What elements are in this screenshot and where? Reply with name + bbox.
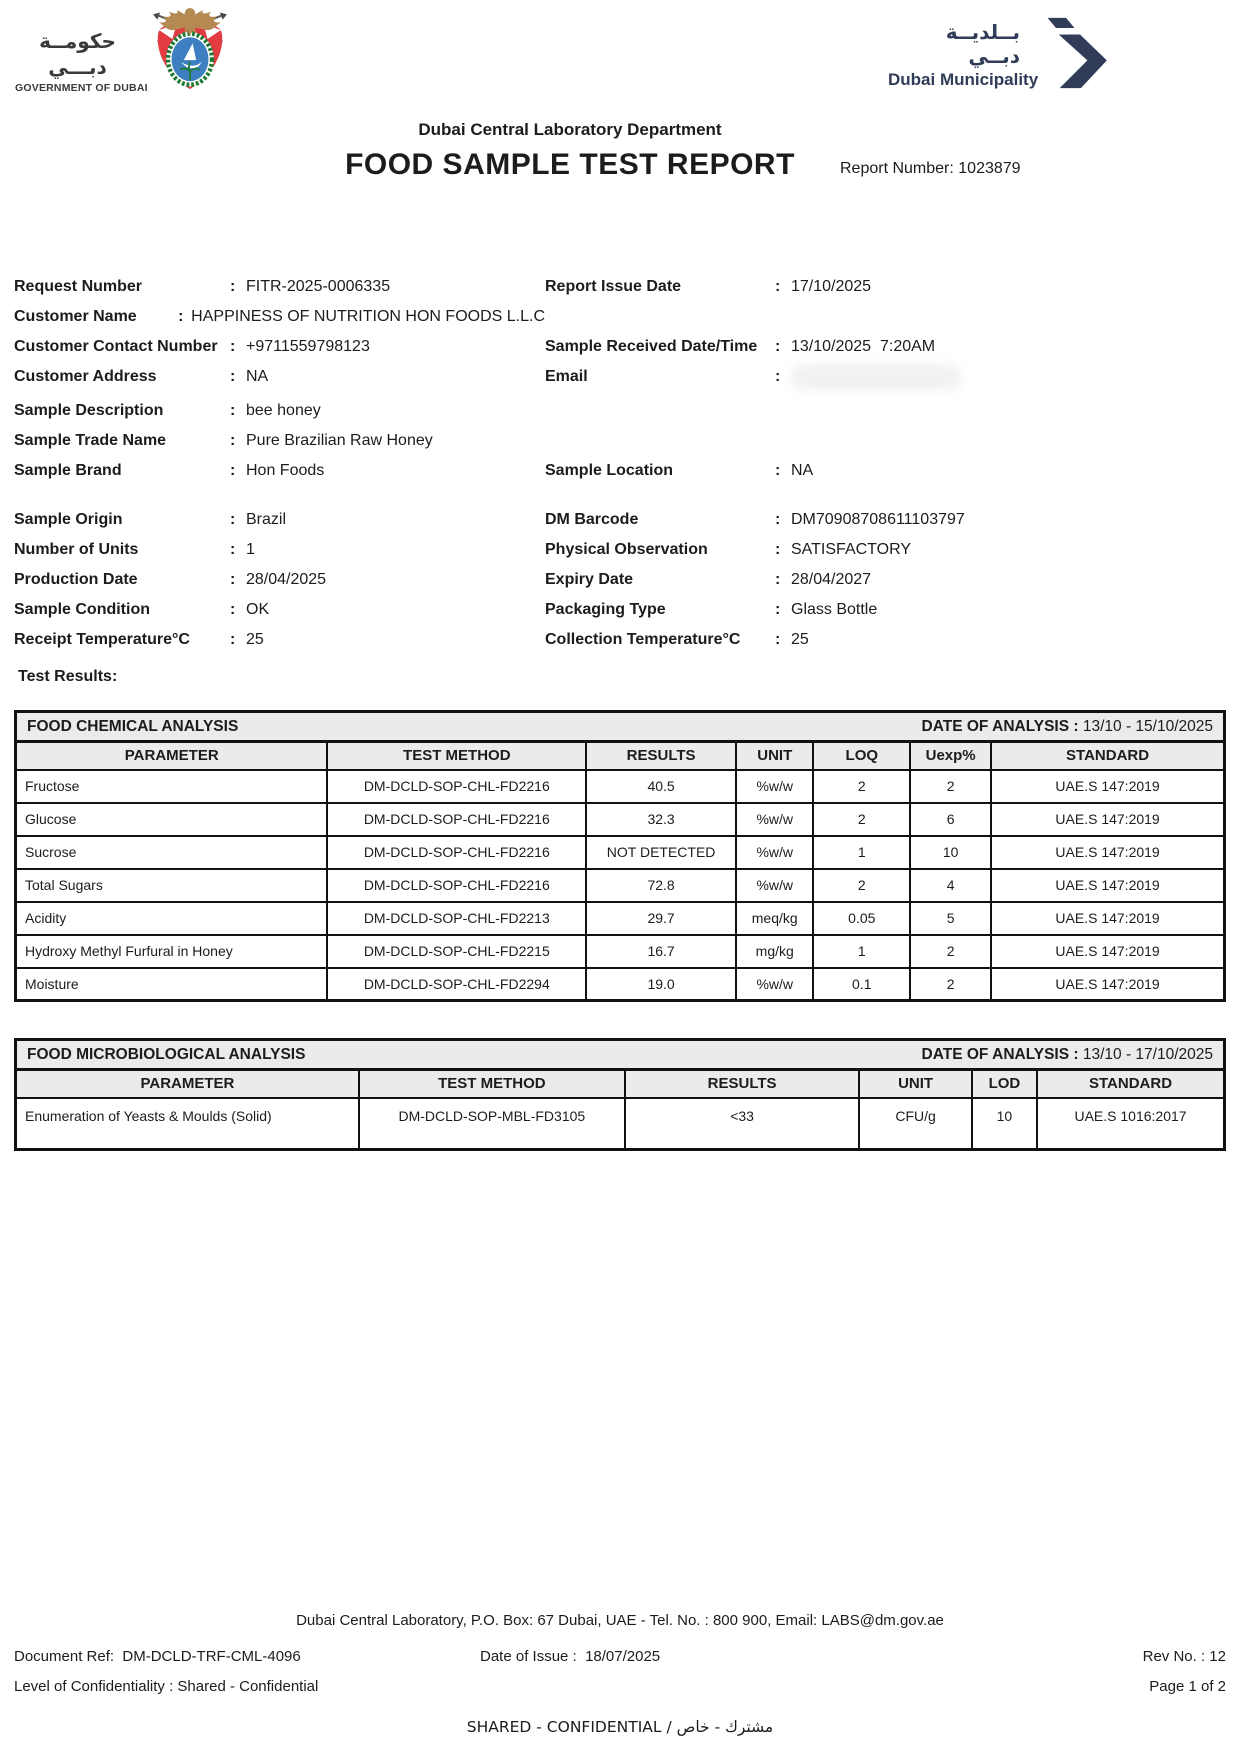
table-cell: <33 bbox=[625, 1098, 860, 1150]
table-row bbox=[16, 869, 1225, 902]
info-field bbox=[545, 462, 1226, 480]
field-colon: : bbox=[230, 368, 236, 385]
field-label: Expiry Date bbox=[545, 571, 634, 588]
table-cell: 6 bbox=[910, 803, 991, 836]
table-cell: DM-DCLD-SOP-CHL-FD2216 bbox=[327, 836, 586, 869]
table-cell: Sucrose bbox=[16, 836, 328, 869]
table-cell: 2 bbox=[813, 869, 910, 902]
table-cell: 0.05 bbox=[813, 902, 910, 935]
table-cell: UAE.S 147:2019 bbox=[991, 902, 1224, 935]
info-field bbox=[14, 541, 545, 559]
table-cell: Enumeration of Yeasts & Moulds (Solid) bbox=[16, 1098, 359, 1150]
info-section bbox=[14, 272, 1226, 655]
table-cell: mg/kg bbox=[736, 935, 813, 968]
field-colon: : bbox=[230, 402, 236, 419]
table-cell: UAE.S 147:2019 bbox=[991, 935, 1224, 968]
info-row bbox=[14, 272, 1226, 302]
table-cell: UAE.S 147:2019 bbox=[991, 836, 1224, 869]
info-field bbox=[14, 462, 545, 480]
table-cell: Total Sugars bbox=[16, 869, 328, 902]
table-cell: meq/kg bbox=[736, 902, 813, 935]
dubai-municipality-logo bbox=[888, 20, 1126, 90]
microbiological-section-header bbox=[14, 1038, 1226, 1068]
shared-confidential-line: SHARED - CONFIDENTIAL / مشترك - خاص bbox=[466, 1718, 774, 1736]
table-cell: 10 bbox=[972, 1098, 1037, 1150]
table-cell: Acidity bbox=[16, 902, 328, 935]
chemical-section-header bbox=[14, 710, 1226, 740]
table-head bbox=[16, 1070, 1225, 1098]
table-cell: 72.8 bbox=[586, 869, 736, 902]
info-row bbox=[14, 426, 1226, 456]
field-label: Customer Address bbox=[14, 368, 157, 385]
date-of-analysis-label: DATE OF ANALYSIS : bbox=[921, 1045, 1079, 1063]
field-label: Sample Origin bbox=[14, 511, 123, 528]
field-colon: : bbox=[775, 368, 781, 385]
info-field bbox=[545, 571, 1226, 589]
field-label: Receipt Temperature°C bbox=[14, 631, 190, 648]
info-field bbox=[14, 511, 545, 529]
table-body bbox=[16, 1098, 1225, 1150]
column-header: LOQ bbox=[813, 742, 910, 770]
field-label: Email bbox=[545, 368, 588, 385]
field-colon: : bbox=[230, 541, 236, 558]
column-header: UNIT bbox=[736, 742, 813, 770]
info-row bbox=[14, 595, 1226, 625]
field-value: 25 bbox=[246, 631, 264, 648]
government-of-dubai-logo bbox=[15, 28, 148, 94]
table-cell: 0.1 bbox=[813, 968, 910, 1001]
field-colon: : bbox=[775, 278, 781, 295]
table-row bbox=[16, 968, 1225, 1001]
field-value: FITR-2025-0006335 bbox=[246, 278, 391, 295]
table-cell: %w/w bbox=[736, 803, 813, 836]
table-cell: 1 bbox=[813, 935, 910, 968]
table-cell: DM-DCLD-SOP-CHL-FD2294 bbox=[327, 968, 586, 1001]
info-field bbox=[14, 368, 545, 386]
government-logo-english-text: GOVERNMENT OF DUBAI bbox=[15, 82, 148, 94]
field-value: NA bbox=[246, 368, 269, 385]
table-row bbox=[16, 902, 1225, 935]
field-value: 1 bbox=[246, 541, 255, 558]
table-cell: 2 bbox=[910, 935, 991, 968]
table-cell: 2 bbox=[910, 968, 991, 1001]
info-row bbox=[14, 302, 1226, 332]
table-cell: 5 bbox=[910, 902, 991, 935]
field-label: Sample Condition bbox=[14, 601, 150, 618]
chemical-date-of-analysis bbox=[922, 718, 1213, 736]
field-value: 28/04/2025 bbox=[246, 571, 327, 588]
field-label: Sample Description bbox=[14, 402, 164, 419]
email-redacted-value bbox=[791, 364, 961, 390]
info-row bbox=[14, 396, 1226, 426]
field-colon: : bbox=[775, 541, 781, 558]
microbiological-date-of-analysis bbox=[922, 1046, 1213, 1064]
table-cell: DM-DCLD-SOP-MBL-FD3105 bbox=[359, 1098, 625, 1150]
info-field bbox=[545, 278, 1226, 296]
field-value: bee honey bbox=[246, 402, 321, 419]
field-value: 13/10/2025 7:20AM bbox=[791, 338, 936, 355]
info-field bbox=[14, 631, 545, 649]
field-value: DM70908708611103797 bbox=[791, 511, 965, 528]
field-value: Hon Foods bbox=[246, 462, 325, 479]
government-logo-arabic-text: حكومــة دبـــي bbox=[39, 29, 116, 79]
confidentiality-level: Level of Confidentiality : Shared - Confidential bbox=[14, 1678, 319, 1695]
municipality-logo-text bbox=[888, 20, 1039, 90]
field-value: HAPPINESS OF NUTRITION HON FOODS L.L.C bbox=[191, 308, 545, 325]
table-row bbox=[16, 836, 1225, 869]
info-field bbox=[545, 511, 1226, 529]
table-cell: CFU/g bbox=[859, 1098, 971, 1150]
field-colon: : bbox=[230, 631, 236, 648]
date-of-analysis-value: 13/10 - 17/10/2025 bbox=[1082, 1045, 1213, 1063]
column-header: PARAMETER bbox=[16, 1070, 359, 1098]
chemical-analysis-table bbox=[14, 740, 1226, 1002]
column-header: UNIT bbox=[859, 1070, 971, 1098]
report-number: Report Number: 1023879 bbox=[840, 160, 1021, 177]
table-cell: 10 bbox=[910, 836, 991, 869]
dubai-coat-of-arms-icon bbox=[146, 6, 234, 108]
table-row bbox=[16, 803, 1225, 836]
table-cell: 2 bbox=[813, 803, 910, 836]
table-cell: UAE.S 147:2019 bbox=[991, 869, 1224, 902]
info-field bbox=[14, 432, 545, 450]
table-head bbox=[16, 742, 1225, 770]
field-value: Brazil bbox=[246, 511, 287, 528]
field-colon: : bbox=[230, 601, 236, 618]
field-value: +9711559798123 bbox=[246, 338, 370, 355]
info-field bbox=[14, 338, 545, 356]
info-field bbox=[14, 308, 545, 326]
document-ref bbox=[14, 1648, 301, 1665]
field-label: DM Barcode bbox=[545, 511, 639, 528]
table-cell: 40.5 bbox=[586, 770, 736, 803]
field-value: Glass Bottle bbox=[791, 601, 878, 618]
municipality-logo-arabic-text: بــلديــة دبــي bbox=[945, 20, 1020, 68]
info-field bbox=[14, 571, 545, 589]
table-cell: NOT DETECTED bbox=[586, 836, 736, 869]
info-field bbox=[545, 601, 1226, 619]
table-cell: DM-DCLD-SOP-CHL-FD2216 bbox=[327, 770, 586, 803]
field-label: Sample Brand bbox=[14, 462, 122, 479]
date-of-issue-label: Date of Issue : bbox=[480, 1648, 577, 1665]
info-row bbox=[14, 625, 1226, 655]
table-cell: Glucose bbox=[16, 803, 328, 836]
field-label: Physical Observation bbox=[545, 541, 708, 558]
field-colon: : bbox=[230, 432, 236, 449]
field-value: SATISFACTORY bbox=[791, 541, 912, 558]
field-label: Number of Units bbox=[14, 541, 139, 558]
column-header: STANDARD bbox=[991, 742, 1224, 770]
info-field bbox=[545, 338, 1226, 356]
table-cell: 19.0 bbox=[586, 968, 736, 1001]
field-colon: : bbox=[775, 571, 781, 588]
field-label: Report Issue Date bbox=[545, 278, 682, 295]
field-value: 17/10/2025 bbox=[791, 278, 872, 295]
field-label: Sample Trade Name bbox=[14, 432, 167, 449]
microbiological-analysis-table bbox=[14, 1068, 1226, 1151]
field-value: 28/04/2027 bbox=[791, 571, 872, 588]
field-colon: : bbox=[230, 571, 236, 588]
column-header: TEST METHOD bbox=[327, 742, 586, 770]
table-cell: 4 bbox=[910, 869, 991, 902]
field-label: Customer Name bbox=[14, 308, 137, 325]
field-label: Sample Received Date/Time bbox=[545, 338, 758, 355]
table-cell: %w/w bbox=[736, 968, 813, 1001]
table-cell: 32.3 bbox=[586, 803, 736, 836]
document-ref-label: Document Ref: bbox=[14, 1648, 115, 1665]
table-cell: UAE.S 147:2019 bbox=[991, 770, 1224, 803]
field-value: NA bbox=[791, 462, 814, 479]
table-cell: 16.7 bbox=[586, 935, 736, 968]
field-label: Customer Contact Number bbox=[14, 338, 218, 355]
table-cell: %w/w bbox=[736, 869, 813, 902]
table-cell: DM-DCLD-SOP-CHL-FD2216 bbox=[327, 803, 586, 836]
table-cell: UAE.S 147:2019 bbox=[991, 968, 1224, 1001]
table-cell: Fructose bbox=[16, 770, 328, 803]
table-cell: 2 bbox=[813, 770, 910, 803]
field-label: Packaging Type bbox=[545, 601, 666, 618]
field-colon: : bbox=[775, 601, 781, 618]
info-field bbox=[14, 278, 545, 296]
footer-reference-row bbox=[14, 1648, 1226, 1665]
microbiological-section-title: FOOD MICROBIOLOGICAL ANALYSIS bbox=[27, 1045, 306, 1063]
table-cell: %w/w bbox=[736, 770, 813, 803]
field-colon: : bbox=[230, 511, 236, 528]
info-row bbox=[14, 362, 1226, 392]
table-cell: UAE.S 1016:2017 bbox=[1037, 1098, 1224, 1150]
date-of-analysis-label: DATE OF ANALYSIS : bbox=[921, 717, 1079, 735]
table-cell: 29.7 bbox=[586, 902, 736, 935]
table-row bbox=[16, 770, 1225, 803]
field-colon: : bbox=[178, 308, 184, 325]
field-colon: : bbox=[775, 631, 781, 648]
field-label: Collection Temperature°C bbox=[545, 631, 741, 648]
table-row bbox=[16, 1098, 1225, 1150]
table-cell: %w/w bbox=[736, 836, 813, 869]
page-indicator: Page 1 of 2 bbox=[1149, 1678, 1226, 1695]
municipality-arrow-icon bbox=[1034, 16, 1126, 90]
info-field bbox=[14, 402, 545, 420]
info-field bbox=[545, 364, 1226, 390]
info-field bbox=[14, 601, 545, 619]
column-header: LOD bbox=[972, 1070, 1037, 1098]
field-colon: : bbox=[775, 462, 781, 479]
field-value: 25 bbox=[791, 631, 809, 648]
table-cell: DM-DCLD-SOP-CHL-FD2213 bbox=[327, 902, 586, 935]
test-results-label: Test Results: bbox=[18, 668, 118, 685]
info-field bbox=[545, 541, 1226, 559]
table-cell: DM-DCLD-SOP-CHL-FD2216 bbox=[327, 869, 586, 902]
date-of-analysis-value: 13/10 - 15/10/2025 bbox=[1082, 717, 1213, 735]
table-row bbox=[16, 935, 1225, 968]
rev-number: Rev No. : 12 bbox=[1142, 1648, 1226, 1665]
field-label: Production Date bbox=[14, 571, 138, 588]
report-title: FOOD SAMPLE TEST REPORT bbox=[345, 148, 795, 181]
date-of-issue bbox=[480, 1648, 660, 1665]
lab-contact-line: Dubai Central Laboratory, P.O. Box: 67 Dubai, UAE - Tel. No. : 800 900, Email: LABS@dm.gov.ae bbox=[296, 1612, 944, 1629]
field-colon: : bbox=[775, 511, 781, 528]
column-header: TEST METHOD bbox=[359, 1070, 625, 1098]
info-row bbox=[14, 535, 1226, 565]
table-cell: DM-DCLD-SOP-CHL-FD2215 bbox=[327, 935, 586, 968]
chemical-analysis-section bbox=[14, 710, 1226, 1002]
footer-confidentiality-row bbox=[14, 1678, 1226, 1695]
field-colon: : bbox=[775, 338, 781, 355]
field-value: OK bbox=[246, 601, 270, 618]
table-cell: Hydroxy Methyl Furfural in Honey bbox=[16, 935, 328, 968]
table-body bbox=[16, 770, 1225, 1001]
table-cell: UAE.S 147:2019 bbox=[991, 803, 1224, 836]
column-header-row bbox=[16, 742, 1225, 770]
column-header: Uexp% bbox=[910, 742, 991, 770]
document-ref-value: DM-DCLD-TRF-CML-4096 bbox=[122, 1648, 301, 1665]
field-colon: : bbox=[230, 462, 236, 479]
info-row bbox=[14, 456, 1226, 486]
info-row bbox=[14, 332, 1226, 362]
date-of-issue-value: 18/07/2025 bbox=[585, 1648, 661, 1665]
info-row bbox=[14, 565, 1226, 595]
field-colon: : bbox=[230, 278, 236, 295]
department-title: Dubai Central Laboratory Department bbox=[418, 120, 722, 139]
microbiological-analysis-section bbox=[14, 1038, 1226, 1151]
info-field bbox=[545, 631, 1226, 649]
column-header: PARAMETER bbox=[16, 742, 328, 770]
field-label: Sample Location bbox=[545, 462, 674, 479]
column-header-row bbox=[16, 1070, 1225, 1098]
chemical-section-title: FOOD CHEMICAL ANALYSIS bbox=[27, 717, 239, 735]
table-cell: 1 bbox=[813, 836, 910, 869]
column-header: RESULTS bbox=[586, 742, 736, 770]
field-label: Request Number bbox=[14, 278, 143, 295]
table-cell: Moisture bbox=[16, 968, 328, 1001]
field-value: Pure Brazilian Raw Honey bbox=[246, 432, 433, 449]
column-header: STANDARD bbox=[1037, 1070, 1224, 1098]
field-colon: : bbox=[230, 338, 236, 355]
column-header: RESULTS bbox=[625, 1070, 860, 1098]
table-cell: 2 bbox=[910, 770, 991, 803]
municipality-logo-english-text: Dubai Municipality bbox=[888, 70, 1039, 89]
info-row bbox=[14, 505, 1226, 535]
